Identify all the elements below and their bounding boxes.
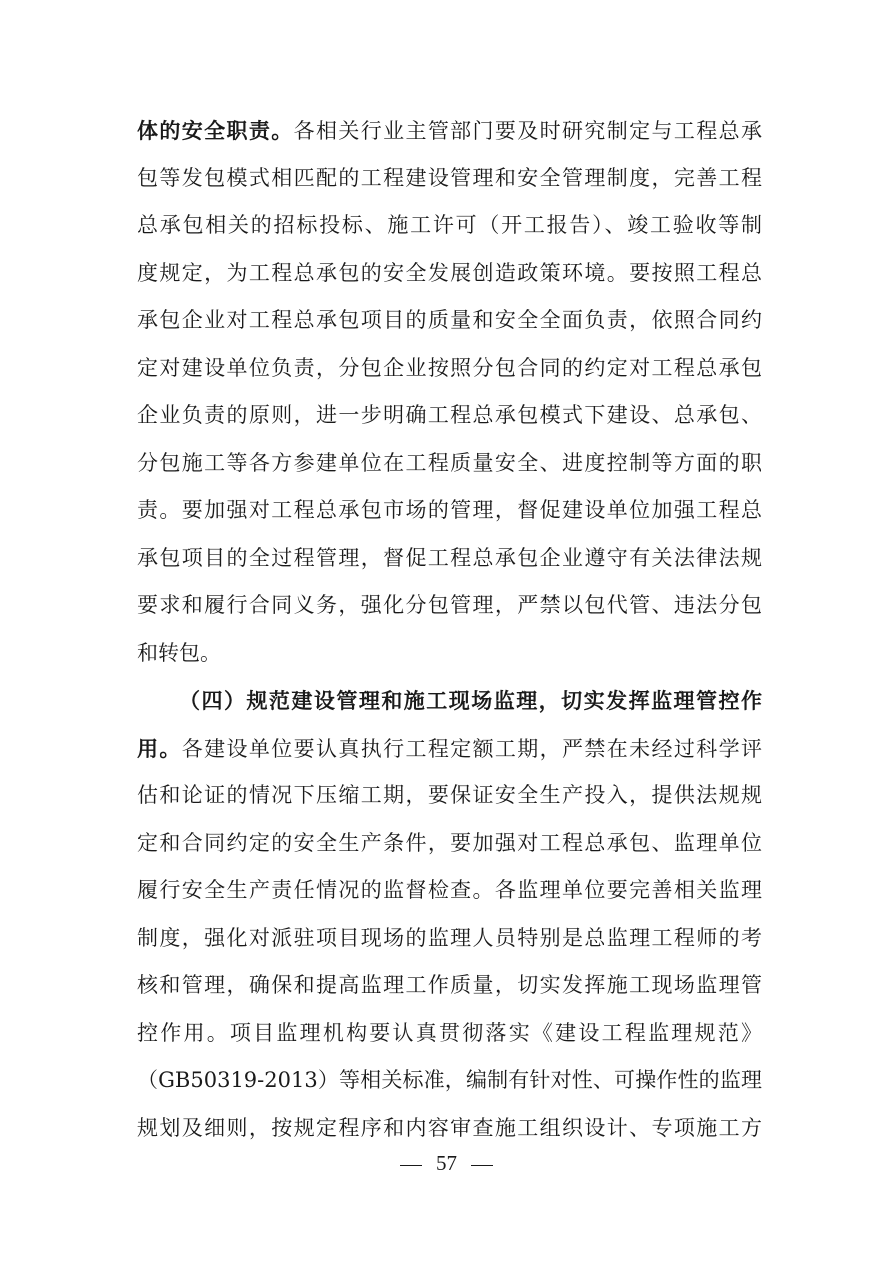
text-line [137, 772, 762, 820]
footer-dash-right [471, 1165, 493, 1166]
text-line [137, 297, 762, 345]
text-line [137, 107, 762, 155]
text-run: 控作用。项目监理机构要认真贯彻落实《建设工程监理规范》 [137, 1020, 762, 1045]
text-line [137, 915, 762, 963]
text-line [137, 1010, 762, 1058]
text-line [137, 1057, 762, 1105]
text-line [137, 1105, 762, 1153]
text-run: 包等发包模式相匹配的工程建设管理和安全管理制度，完善工程 [137, 165, 762, 190]
text-line [137, 535, 762, 583]
text-run: 承包项目的全过程管理，督促工程总承包企业遵守有关法律法规 [137, 545, 762, 570]
footer-dash-left [400, 1165, 422, 1166]
text-run: 定和合同约定的安全生产条件，要加强对工程总承包、监理单位 [137, 830, 762, 855]
text-run: 估和论证的情况下压缩工期，要保证安全生产投入，提供法规规 [137, 783, 762, 807]
text-run: 责。要加强对工程总承包市场的管理，督促建设单位加强工程总 [137, 498, 762, 522]
text-run: 企业负责的原则，进一步明确工程总承包模式下建设、总承包、 [137, 403, 762, 427]
text-line [137, 820, 762, 868]
text-line [137, 345, 762, 393]
text-run: 制度，强化对派驻项目现场的监理人员特别是总监理工程师的考 [137, 925, 762, 950]
text-line [137, 630, 762, 678]
bold-text-run: 体的安全职责。 [137, 118, 294, 143]
page-footer [0, 1151, 893, 1176]
text-line [137, 962, 762, 1010]
text-run: 和转包。 [137, 640, 221, 665]
text-run: 定对建设单位负责，分包企业按照分包合同的约定对工程总承包 [137, 355, 762, 380]
text-line [137, 250, 762, 298]
bold-text-run: （四）规范建设管理和施工现场监理，切实发挥监理管控作 [179, 688, 762, 713]
page-number: 57 [436, 1151, 457, 1175]
text-run: （GB50319-2013）等相关标准，编制有针对性、可操作性的监理 [137, 1068, 762, 1092]
text-run: 承包企业对工程总承包项目的质量和安全全面负责，依照合同约 [137, 308, 762, 332]
bold-text-run: 用。 [137, 735, 182, 761]
text-line [137, 867, 762, 915]
text-line [137, 487, 762, 535]
text-run: 度规定，为工程总承包的安全发展创造政策环境。要按照工程总 [137, 260, 762, 285]
text-line [137, 392, 762, 440]
text-run: 核和管理，确保和提高监理工作质量，切实发挥施工现场监理管 [137, 973, 762, 997]
text-line [137, 155, 762, 203]
text-run: 各相关行业主管部门要及时研究制定与工程总承 [293, 119, 762, 143]
text-run: 各建设单位要认真执行工程定额工期，严禁在未经过科学评 [181, 736, 762, 761]
body-text [137, 107, 762, 1152]
text-line [137, 202, 762, 250]
text-line [137, 440, 762, 488]
text-run: 要求和履行合同义务，强化分包管理，严禁以包代管、违法分包 [137, 593, 762, 617]
text-run: 分包施工等各方参建单位在工程质量安全、进度控制等方面的职 [137, 450, 762, 475]
text-line [137, 582, 762, 630]
text-line [137, 677, 762, 725]
text-run: 总承包相关的招标投标、施工许可（开工报告）、竣工验收等制 [137, 213, 762, 237]
text-run: 履行安全生产责任情况的监督检查。各监理单位要完善相关监理 [137, 878, 762, 902]
text-line [137, 725, 762, 773]
text-run: 规划及细则，按规定程序和内容审查施工组织设计、专项施工方 [137, 1115, 762, 1140]
